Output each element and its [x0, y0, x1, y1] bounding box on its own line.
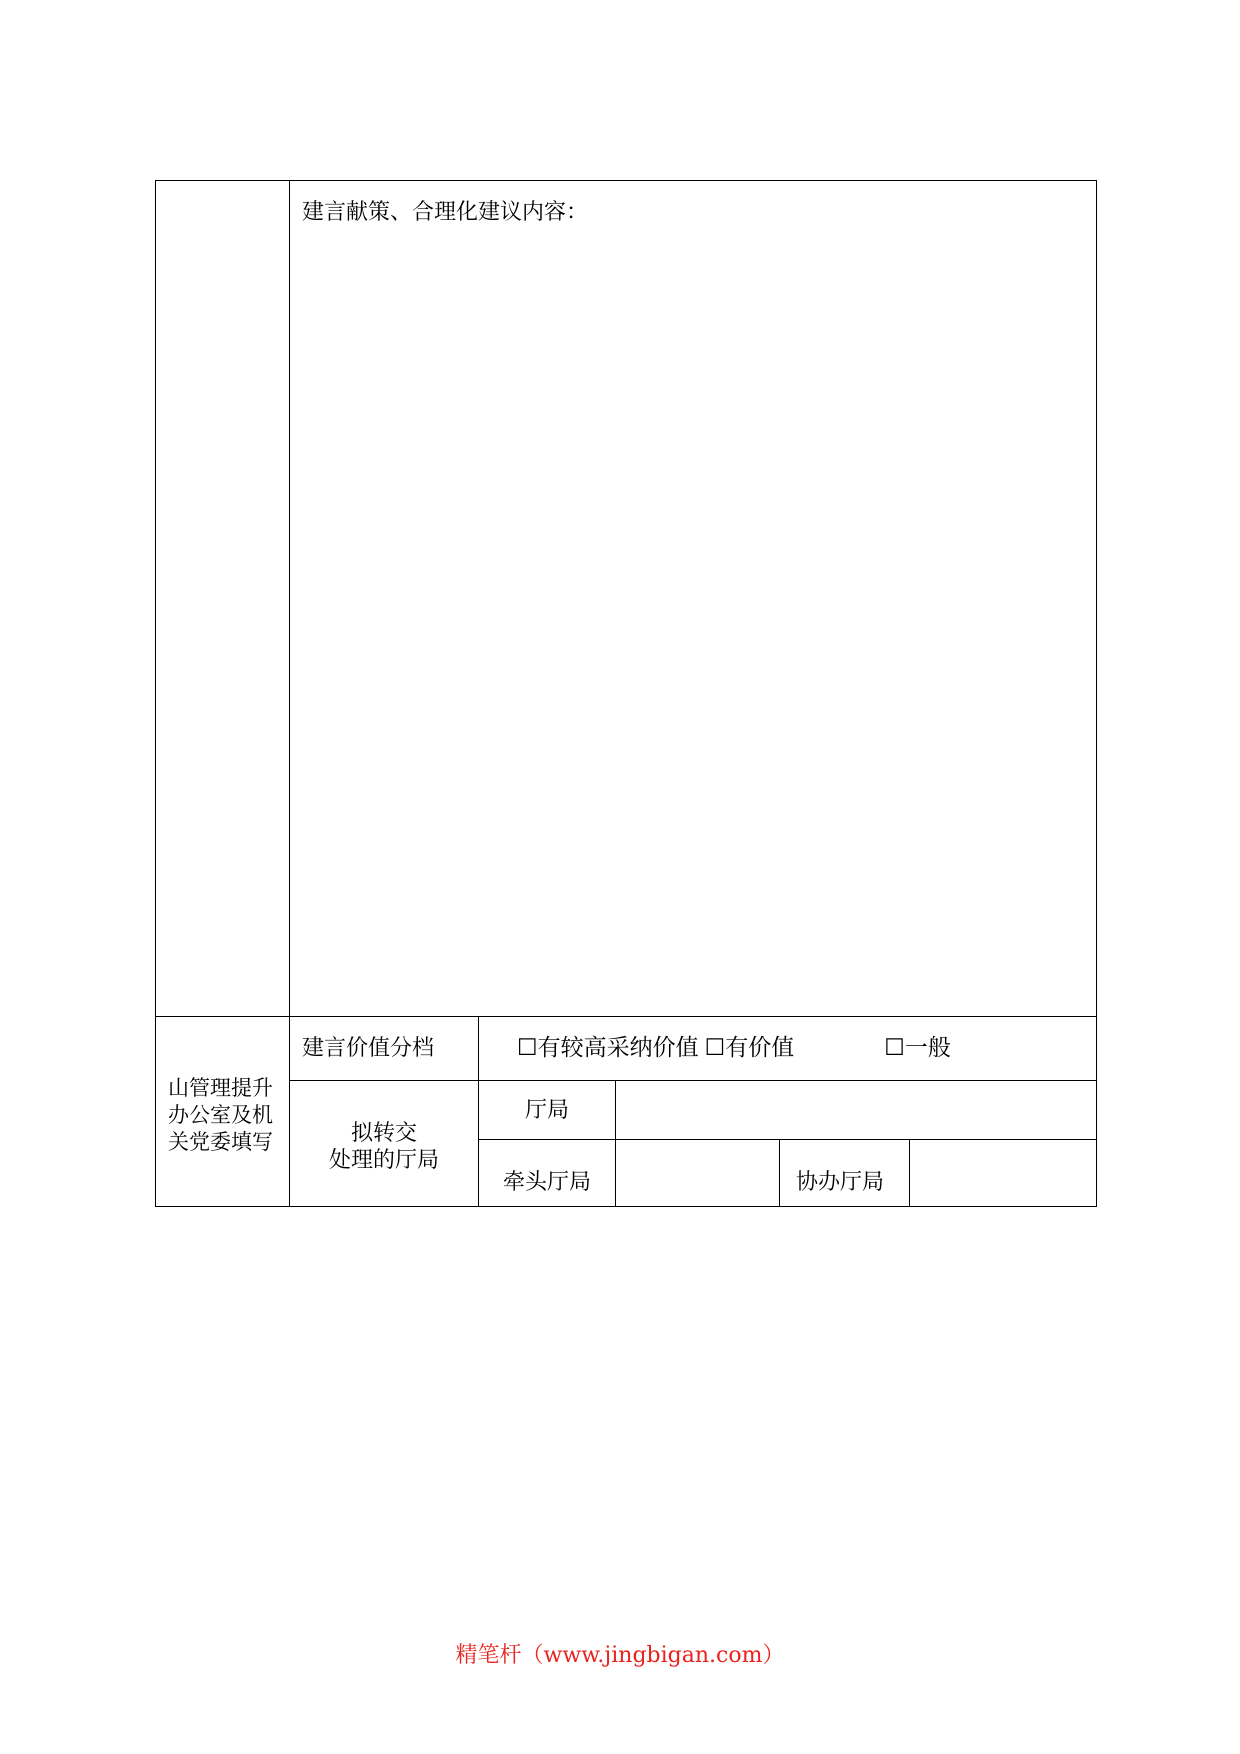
- watermark-footer[interactable]: 精笔杆（www.jingbigan.com）: [455, 1643, 785, 1668]
- transfer-dept-label-cell: [290, 1081, 479, 1207]
- value-grade-label-cell: [290, 1017, 479, 1081]
- office-fill-label-cell: [156, 1017, 290, 1207]
- lead-dept-label-cell: [479, 1140, 616, 1207]
- suggestion-form-table: [155, 180, 1097, 1207]
- grade-option-high[interactable]: [517, 1035, 699, 1062]
- dept-label: 厅局: [524, 1097, 569, 1123]
- checkbox-icon[interactable]: ☐: [517, 1035, 538, 1061]
- suggestion-content-cell[interactable]: [290, 181, 1097, 1017]
- office-fill-label: 山管理提升办公室及机关党委填写: [168, 1076, 273, 1154]
- dept-label-cell: [479, 1081, 616, 1140]
- grade-option-high-label: 有较高采纳价值: [537, 1035, 699, 1061]
- dept-value-field[interactable]: [616, 1081, 1097, 1140]
- grade-option-valuable-label: 有价值: [725, 1035, 795, 1061]
- value-grade-options: [479, 1017, 1097, 1081]
- checkbox-icon[interactable]: ☐: [704, 1035, 726, 1061]
- assist-dept-value-field[interactable]: [910, 1140, 1097, 1207]
- transfer-label-line2: 处理的厅局: [328, 1147, 439, 1173]
- suggestion-content-label: 建言献策、合理化建议内容：: [302, 200, 589, 225]
- lead-dept-label: 牵头厅局: [502, 1170, 591, 1195]
- left-blank-cell: [156, 181, 290, 1017]
- checkbox-icon[interactable]: ☐: [884, 1035, 905, 1061]
- grade-option-general-label: 一般: [904, 1035, 951, 1061]
- grade-option-valuable[interactable]: [705, 1035, 795, 1062]
- grade-option-general[interactable]: [884, 1035, 951, 1062]
- lead-dept-value-field[interactable]: [616, 1140, 780, 1207]
- value-grade-label: 建言价值分档: [302, 1036, 435, 1061]
- assist-dept-label-cell: [780, 1140, 910, 1207]
- assist-dept-label: 协办厅局: [796, 1170, 885, 1195]
- transfer-label-line1: 拟转交: [350, 1120, 417, 1146]
